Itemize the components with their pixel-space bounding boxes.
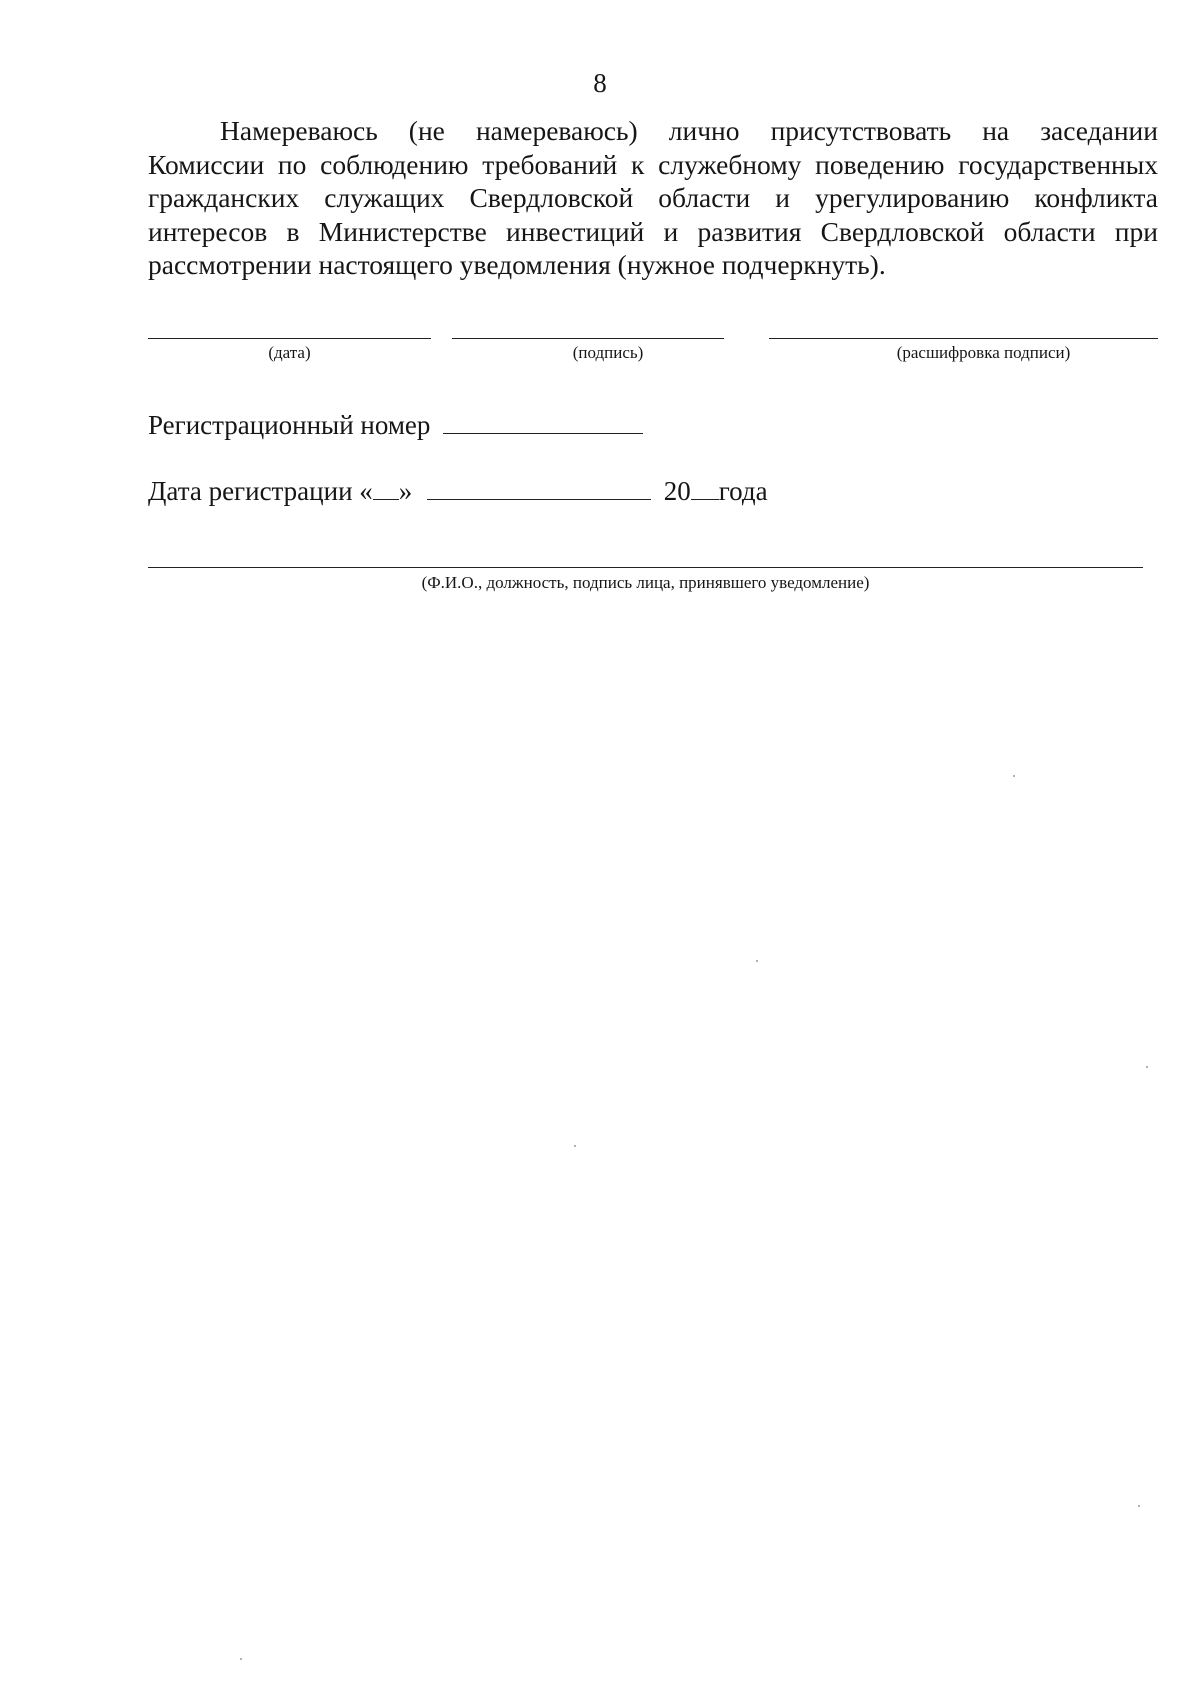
paragraph-line: рассмотрении настоящего уведомления (нужное подчеркнуть). bbox=[148, 249, 886, 280]
scan-speck bbox=[1013, 775, 1015, 777]
date-blank-line[interactable] bbox=[148, 338, 431, 339]
scan-speck bbox=[240, 1658, 242, 1660]
registration-number-label: Регистрационный номер bbox=[148, 410, 431, 440]
registration-date-label: Дата регистрации « bbox=[148, 476, 373, 506]
registration-year-suffix: года bbox=[718, 476, 768, 506]
registration-date-row bbox=[148, 476, 768, 507]
date-caption: (дата) bbox=[268, 343, 311, 362]
scan-speck bbox=[574, 1145, 576, 1147]
decoding-blank-line[interactable] bbox=[769, 338, 1158, 339]
signature-blank-line[interactable] bbox=[452, 338, 724, 339]
paragraph-line: Намереваюсь (не намереваюсь) лично присутствовать на заседании bbox=[220, 115, 1158, 146]
registration-year-prefix: 20 bbox=[663, 476, 691, 506]
signature-caption: (подпись) bbox=[572, 343, 644, 362]
paragraph-line: гражданских служащих Свердловской области и урегулированию конфликта bbox=[148, 182, 1158, 213]
registration-day-blank[interactable] bbox=[373, 477, 399, 500]
registration-month-blank[interactable] bbox=[427, 477, 651, 500]
intent-paragraph bbox=[148, 114, 1158, 282]
receiver-caption: (Ф.И.О., должность, подпись лица, принявшего уведомление) bbox=[421, 573, 870, 592]
registration-number-blank[interactable] bbox=[443, 411, 643, 434]
decoding-caption: (расшифровка подписи) bbox=[896, 343, 1071, 362]
registration-number-row bbox=[148, 410, 643, 441]
scan-speck bbox=[1138, 1505, 1140, 1507]
registration-date-quote-close: » bbox=[398, 476, 413, 506]
scan-speck bbox=[1146, 1066, 1148, 1068]
scan-speck bbox=[756, 960, 758, 962]
registration-year-blank[interactable] bbox=[691, 477, 719, 500]
page-number: 8 bbox=[593, 68, 607, 98]
paragraph-line: интересов в Министерстве инвестиций и развития Свердловской области при bbox=[148, 215, 1158, 247]
paragraph-line: Комиссии по соблюдению требований к служебному поведению государственных bbox=[148, 148, 1158, 180]
receiver-blank-line[interactable] bbox=[148, 567, 1143, 568]
